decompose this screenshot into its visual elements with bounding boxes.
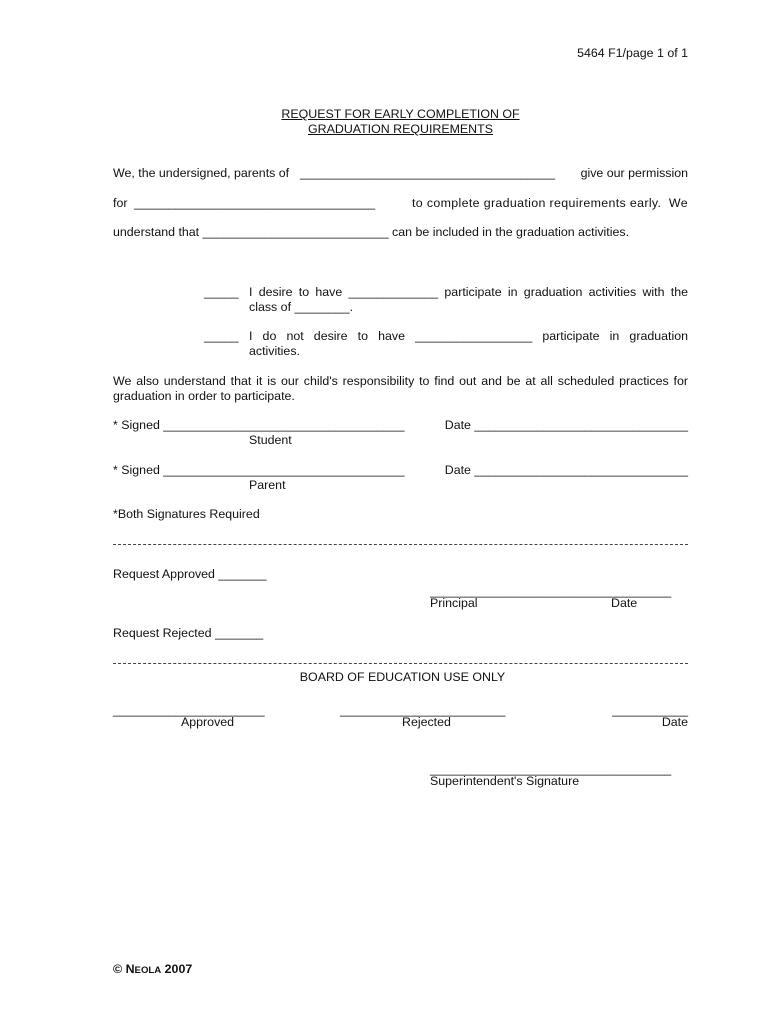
neola-rest: EOLA bbox=[134, 965, 162, 976]
intro-line-3: understand that ___________________________ can be included in the graduation activities. bbox=[113, 225, 630, 239]
request-approved-field[interactable]: Request Approved _______ bbox=[113, 567, 267, 581]
not-desire-option-line-2: activities. bbox=[249, 344, 300, 358]
intro-line-1-end: give our permission bbox=[580, 166, 688, 180]
principal-signature-line[interactable]: ___________________________________ bbox=[430, 584, 672, 598]
board-approved-label: Approved bbox=[181, 715, 235, 729]
parent-signature-field[interactable]: * Signed ___________________________________ bbox=[113, 463, 405, 477]
form-title-line-1: REQUEST FOR EARLY COMPLETION OF bbox=[281, 107, 520, 121]
board-section-divider bbox=[113, 663, 688, 664]
student-label: Student bbox=[249, 433, 292, 447]
student-name-blank[interactable]: ___________________________________ bbox=[134, 196, 376, 210]
superintendent-label: Superintendent's Signature bbox=[430, 774, 580, 788]
student-signature-field[interactable]: * Signed ___________________________________ bbox=[113, 418, 405, 432]
parent-label: Parent bbox=[249, 478, 286, 492]
section-divider bbox=[113, 544, 688, 545]
not-desire-checkbox-blank[interactable]: _____ bbox=[204, 329, 239, 343]
copyright-footer bbox=[113, 962, 192, 978]
intro-line-2-end: to complete graduation requirements early. We bbox=[412, 196, 688, 210]
desire-checkbox-blank[interactable]: _____ bbox=[204, 285, 239, 299]
not-desire-option-line-1: I do not desire to have _________________ participate in graduation bbox=[249, 329, 688, 343]
board-date-label: Date bbox=[661, 715, 688, 729]
desire-option-line-1: I desire to have _____________ participate in graduation activities with the bbox=[249, 285, 688, 299]
responsibility-line-2: graduation in order to participate. bbox=[113, 389, 295, 403]
board-rejected-line[interactable]: ________________________ bbox=[340, 703, 506, 717]
board-heading: BOARD OF EDUCATION USE ONLY bbox=[299, 670, 506, 684]
principal-date-label: Date bbox=[611, 596, 638, 610]
principal-label: Principal bbox=[430, 596, 478, 610]
student-date-field[interactable]: Date _______________________________ bbox=[444, 418, 688, 432]
intro-line-2-start: for bbox=[113, 196, 128, 210]
board-approved-line[interactable]: ______________________ bbox=[113, 703, 265, 717]
board-rejected-label: Rejected bbox=[402, 715, 451, 729]
responsibility-line-1: We also understand that it is our child's responsibility to find out and be at all scheduled practices for bbox=[113, 374, 688, 388]
form-title-line-2: GRADUATION REQUIREMENTS bbox=[308, 122, 493, 136]
neola-initial: N bbox=[125, 962, 135, 976]
parents-name-blank[interactable]: _____________________________________ bbox=[300, 166, 555, 180]
superintendent-signature-line[interactable]: ___________________________________ bbox=[430, 762, 672, 776]
intro-line-1-start: We, the undersigned, parents of bbox=[113, 166, 290, 180]
copyright-symbol: © bbox=[113, 962, 123, 976]
copyright-year: 2007 bbox=[164, 962, 193, 976]
page-reference: 5464 F1/page 1 of 1 bbox=[577, 46, 688, 60]
parent-date-field[interactable]: Date _______________________________ bbox=[444, 463, 688, 477]
board-date-line[interactable]: ___________ bbox=[612, 703, 688, 717]
request-rejected-field[interactable]: Request Rejected _______ bbox=[113, 626, 264, 640]
signatures-required-note: *Both Signatures Required bbox=[113, 507, 260, 521]
desire-option-line-2: class of ________. bbox=[249, 300, 354, 314]
